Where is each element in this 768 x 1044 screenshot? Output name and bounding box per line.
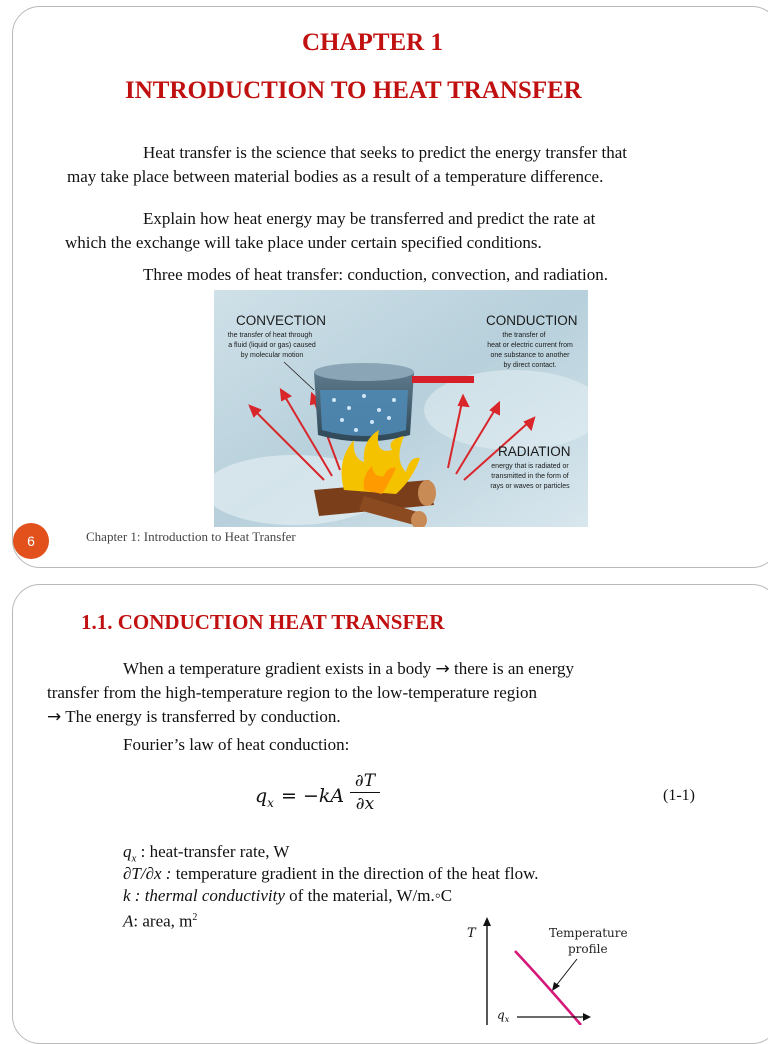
profile-pointer [555, 959, 577, 987]
eq-fraction-bar [350, 792, 380, 793]
radiation-title: RADIATION [498, 444, 571, 459]
def-q: $q_x$ : heat-transfer rate, W [123, 842, 290, 865]
def-k: k : thermal conductivity of the material, W/m.◦C [123, 886, 453, 905]
paragraph-modes [143, 263, 608, 287]
paragraph-definition [67, 141, 627, 189]
t-axis-arrowhead [483, 917, 491, 926]
radiation-desc-3: rays or waves or particles [490, 483, 570, 490]
text-segment: When a temperature gradient exists in a body [123, 659, 432, 678]
profile-pointer-arrowhead [552, 982, 560, 991]
t-axis-label: T [467, 926, 476, 941]
paragraph-explain [65, 207, 595, 255]
convection-title: CONVECTION [236, 313, 327, 328]
paragraph-line: may take place between material bodies as a result of a temperature difference. [67, 167, 604, 186]
heat-transfer-illustration [214, 290, 588, 527]
paragraph-line: Three modes of heat transfer: conduction, convection, and radiation. [143, 265, 608, 284]
paragraph-line: Heat transfer is the science that seeks to predict the energy transfer that [143, 143, 627, 162]
conduction-title: CONDUCTION [486, 313, 578, 328]
conduction-desc-2: heat or electric current from [487, 342, 573, 349]
equation-number: (1-1) [663, 787, 695, 804]
eq-denominator: ∂x [355, 794, 375, 814]
pot-handle [412, 376, 474, 383]
eq-numerator: ∂T [354, 771, 376, 791]
slide-1 [12, 6, 768, 568]
page-number-badge: 6 [13, 523, 49, 559]
paragraph-line: Fourier’s law of heat conduction: [123, 735, 350, 754]
eq-lhs: $q_x$ [255, 785, 274, 810]
text-segment: there is an energy [454, 659, 575, 678]
convection-desc-1: the transfer of heat through [227, 332, 313, 339]
chapter-title: INTRODUCTION TO HEAT TRANSFER [125, 77, 582, 104]
arrow-icon: → [47, 707, 62, 727]
paragraph-line: which the exchange will take place under certain specified conditions. [65, 233, 542, 252]
slide-2 [12, 584, 768, 1044]
chapter-label: CHAPTER 1 [302, 29, 443, 56]
arrow-icon: → [435, 659, 450, 679]
eq-rhs: = −kA [281, 785, 345, 807]
conduction-desc-1: the transfer of [502, 332, 546, 339]
paragraph-line [47, 705, 574, 729]
temperature-profile-curve [515, 951, 581, 1025]
def-a: A: area, $m^2$ [123, 911, 198, 931]
def-gradient: ∂T/∂x : temperature gradient in the direction of the heat flow. [123, 864, 539, 883]
q-flow-label: $q_x$ [497, 1008, 510, 1024]
fourier-intro [123, 733, 349, 757]
radiation-desc-1: energy that is radiated or [491, 463, 569, 470]
convection-desc-2: a fluid (liquid or gas) caused [228, 342, 316, 349]
paragraph-line [47, 657, 574, 681]
conduction-desc-4: by direct contact. [503, 362, 557, 369]
illustration-graphic [214, 290, 588, 527]
convection-desc-3: by molecular motion [240, 352, 304, 359]
section-title: 1.1. CONDUCTION HEAT TRANSFER [81, 610, 445, 634]
profile-label-2: profile [568, 942, 608, 956]
paragraph-gradient [47, 657, 574, 729]
slide-footer: Chapter 1: Introduction to Heat Transfer [86, 529, 296, 544]
text-segment: The energy is transferred by conduction. [65, 707, 341, 726]
radiation-desc-2: transmitted in the form of [491, 473, 569, 480]
temperature-profile-graph [453, 913, 683, 1025]
heat-flow-arrowhead [583, 1013, 591, 1021]
profile-label-1: Temperature [549, 926, 628, 940]
paragraph-line: transfer from the high-temperature region to the low-temperature region [47, 683, 537, 702]
eq-fraction [350, 771, 380, 814]
paragraph-line: Explain how heat energy may be transferred and predict the rate at [143, 209, 596, 228]
conduction-desc-3: one substance to another [490, 352, 570, 359]
